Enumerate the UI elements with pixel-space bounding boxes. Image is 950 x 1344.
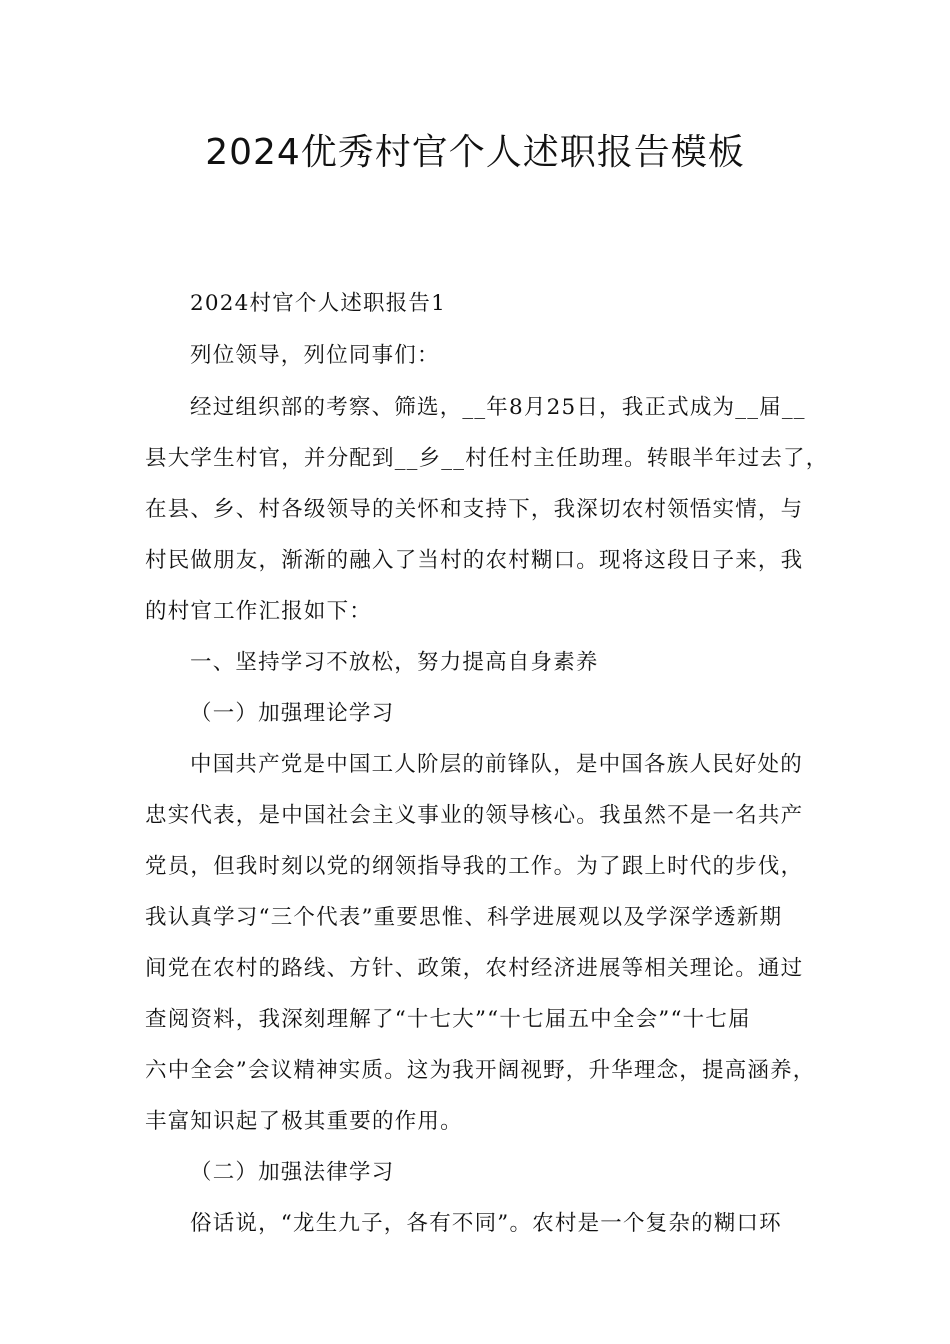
- body-line: 经过组织部的考察、筛选，__年8月25日，我正式成为__届__: [190, 395, 806, 420]
- subtitle-line: 2024村官个人述职报告1: [190, 291, 446, 316]
- body-line: 县大学生村官，并分配到__乡__村任村主任助理。转眼半年过去了，: [145, 446, 829, 471]
- subsection-heading: （二）加强法律学习: [190, 1160, 395, 1185]
- body-line: 村民做朋友，渐渐的融入了当村的农村糊口。现将这段日子来，我: [145, 548, 804, 573]
- body-line: 俗话说，“龙生九子，各有不同”。农村是一个复杂的糊口环: [190, 1211, 782, 1236]
- body-line: 中国共产党是中国工人阶层的前锋队，是中国各族人民好处的: [190, 752, 803, 777]
- subsection-heading: （一）加强理论学习: [190, 701, 395, 726]
- body-line: 我认真学习“三个代表”重要思惟、科学进展观以及学深学透新期: [145, 905, 783, 930]
- body-line: 间党在农村的路线、方针、政策，农村经济进展等相关理论。通过: [145, 956, 804, 981]
- body-line: 在县、乡、村各级领导的关怀和支持下，我深切农村领悟实情，与: [145, 497, 804, 522]
- body-line: 的村官工作汇报如下：: [145, 599, 373, 624]
- document-title: 2024优秀村官个人述职报告模板: [205, 132, 745, 173]
- body-line: 丰富知识起了极其重要的作用。: [145, 1109, 463, 1134]
- body-line: 忠实代表，是中国社会主义事业的领导核心。我虽然不是一名共产: [145, 803, 804, 828]
- body-line: 党员，但我时刻以党的纲领指导我的工作。为了跟上时代的步伐，: [145, 854, 804, 879]
- body-line: 六中全会”会议精神实质。这为我开阔视野，升华理念，提高涵养，: [145, 1058, 816, 1083]
- body-line: 查阅资料，我深刻理解了“十七大”“十七届五中全会”“十七届: [145, 1007, 751, 1032]
- section-heading: 一、坚持学习不放松，努力提高自身素养: [190, 650, 599, 675]
- salutation-line: 列位领导，列位同事们：: [190, 343, 440, 368]
